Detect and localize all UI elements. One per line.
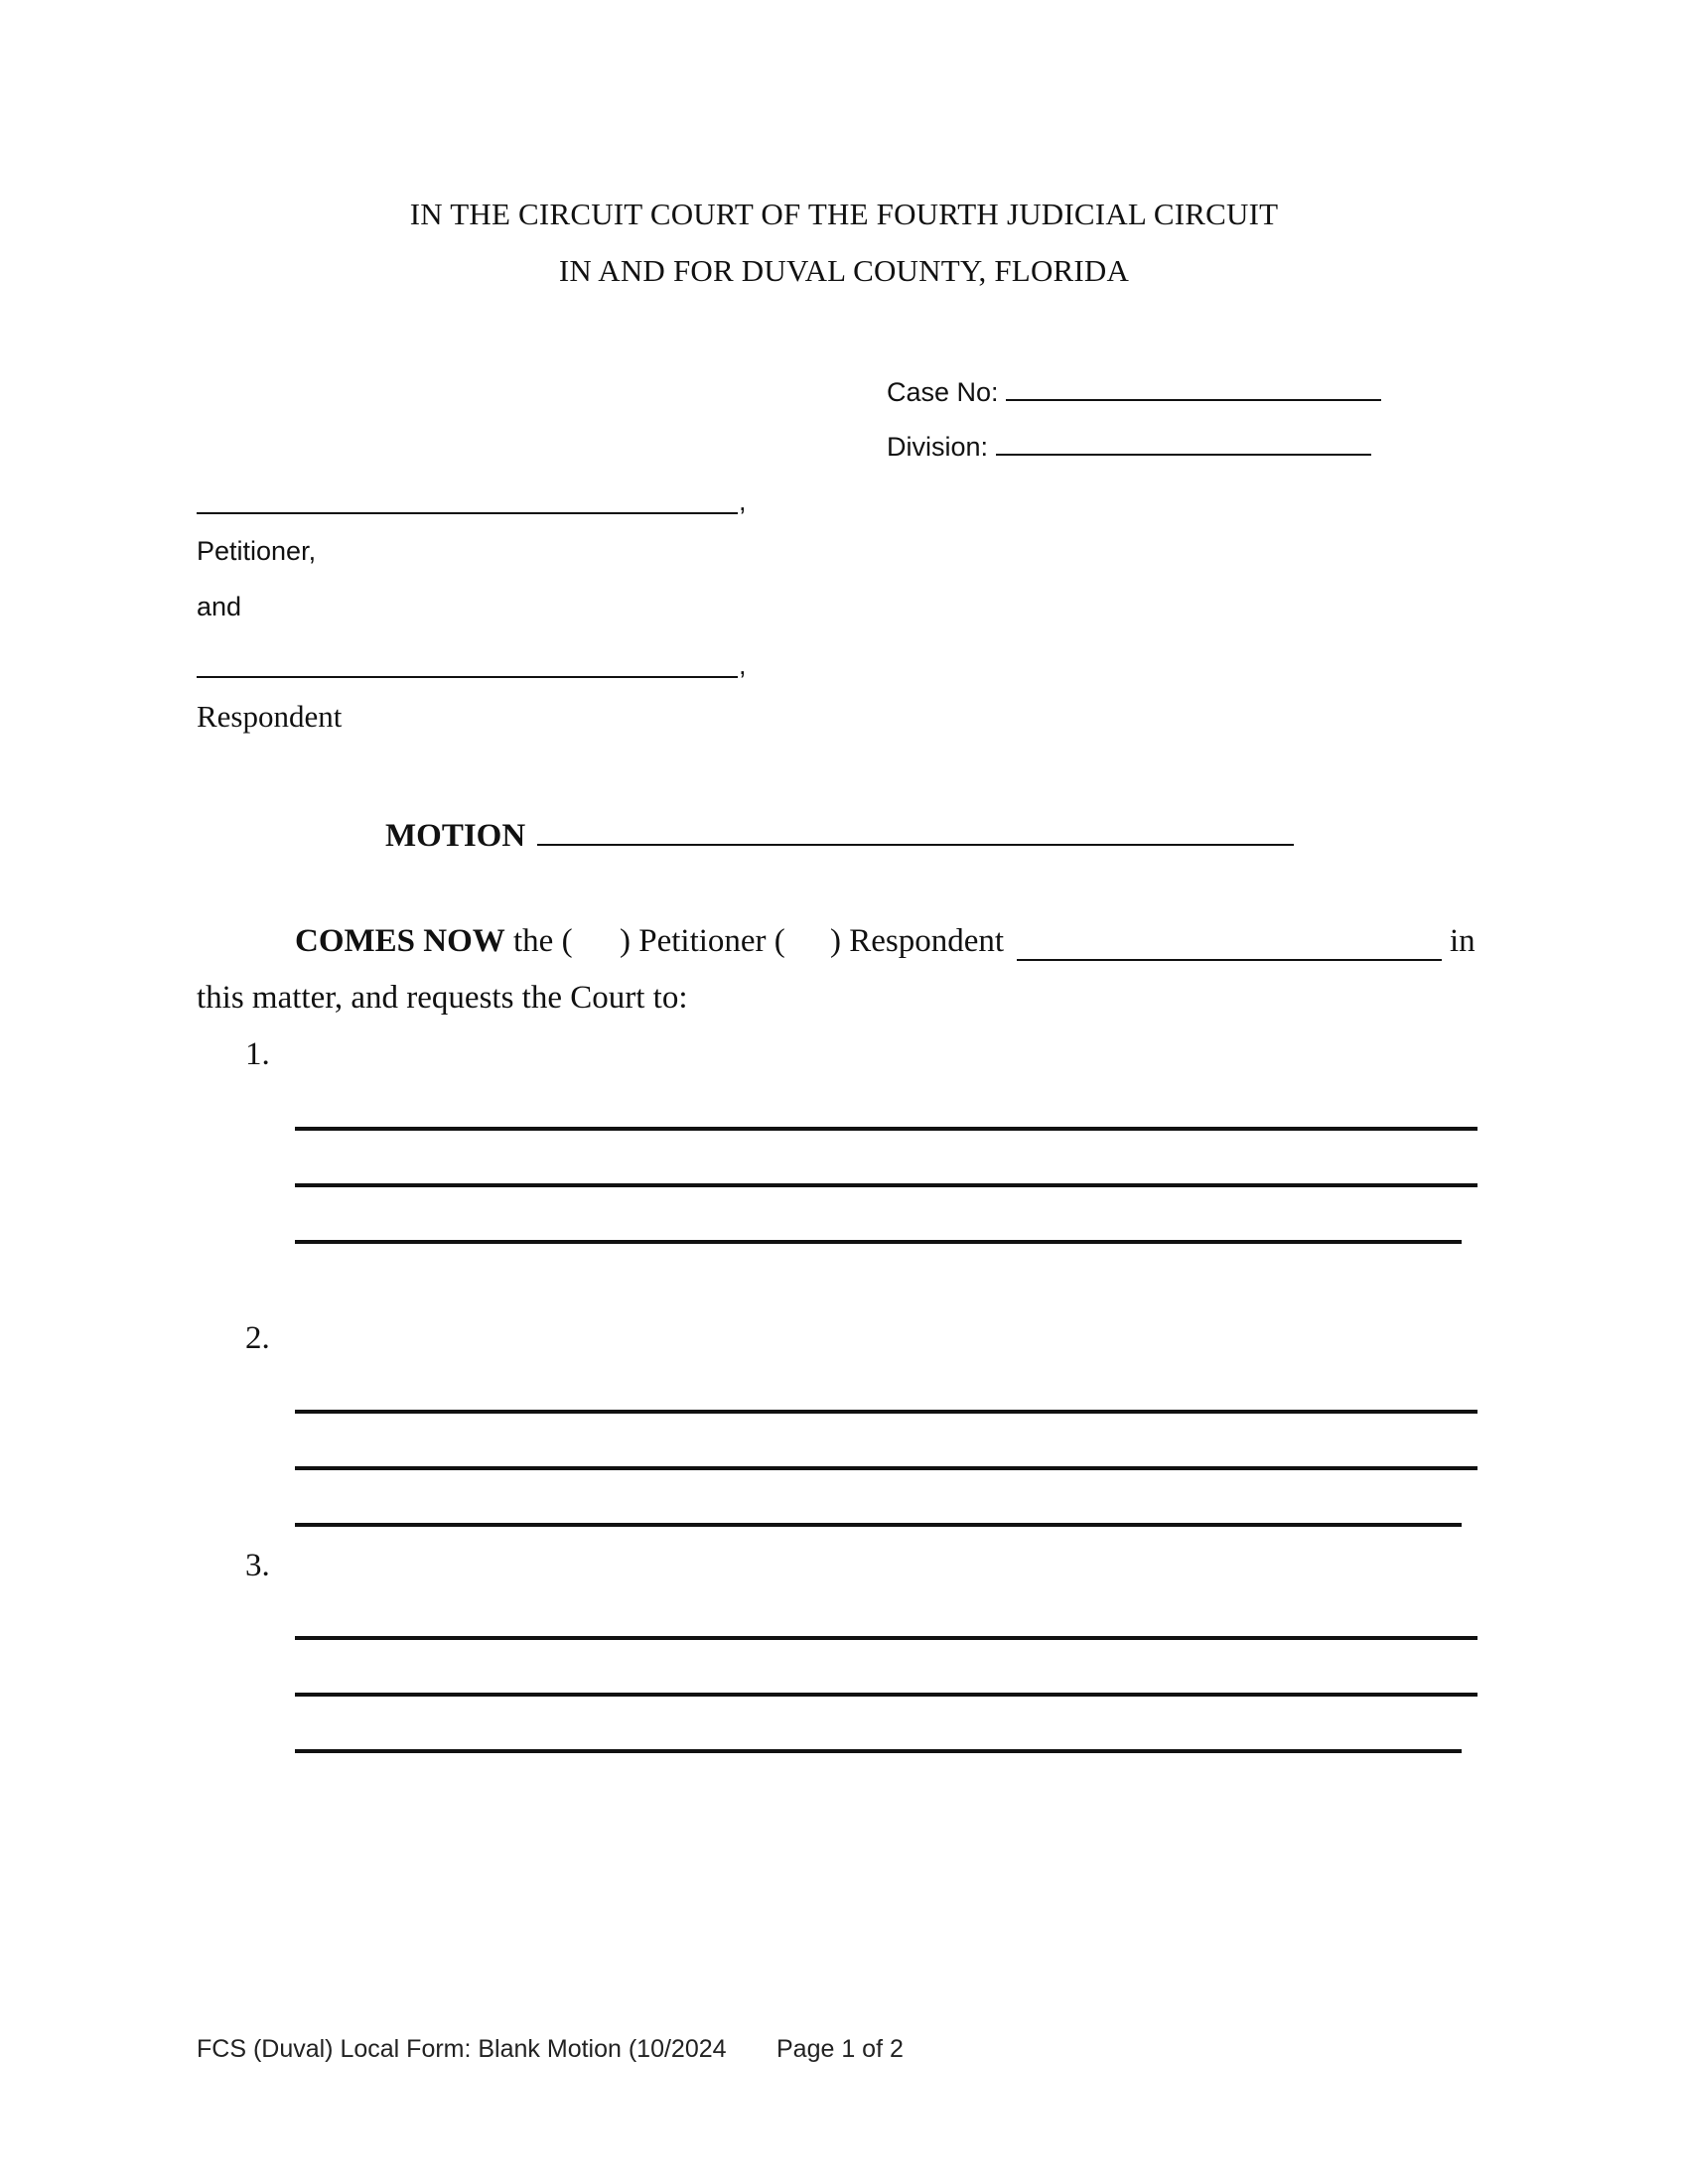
footer-form-name: FCS (Duval) Local Form: Blank Motion (10/2024 <box>197 2035 727 2063</box>
request-3-line-1[interactable] <box>295 1636 1477 1640</box>
request-2-line-1[interactable] <box>295 1410 1477 1414</box>
request-3-line-3[interactable] <box>295 1749 1462 1753</box>
petitioner-option[interactable]: ) Petitioner ( <box>620 923 785 959</box>
request-2-line-3[interactable] <box>295 1523 1462 1527</box>
comes-now-lead: COMES NOW <box>295 923 505 959</box>
respondent-comma: , <box>739 650 747 680</box>
petitioner-comma: , <box>739 486 747 516</box>
division-label: Division: <box>887 432 989 462</box>
request-1-line-3[interactable] <box>295 1240 1462 1244</box>
comes-now-name-field[interactable] <box>1017 923 1442 961</box>
court-heading-line-2: IN AND FOR DUVAL COUNTY, FLORIDA <box>558 253 1130 288</box>
division-field[interactable] <box>996 424 1371 456</box>
request-number-2: 2. <box>245 1320 270 1356</box>
comes-now-continuation: this matter, and requests the Court to: <box>197 980 688 1016</box>
comes-now-line <box>295 923 573 960</box>
request-number-3: 3. <box>245 1548 270 1583</box>
petitioner-name-field[interactable] <box>197 482 738 514</box>
case-no-row <box>887 369 1381 408</box>
request-3-line-2[interactable] <box>295 1693 1477 1697</box>
footer-page-number: Page 1 of 2 <box>776 2035 904 2063</box>
respondent-name-field[interactable] <box>197 646 738 678</box>
petitioner-label: Petitioner, <box>197 536 317 566</box>
request-2-line-2[interactable] <box>295 1466 1477 1470</box>
request-1-line-2[interactable] <box>295 1183 1477 1187</box>
comes-now-in: in <box>1450 923 1476 959</box>
and-label: and <box>197 592 242 621</box>
division-row <box>887 424 1371 463</box>
request-number-1: 1. <box>245 1036 270 1072</box>
motion-title-row <box>385 810 1294 855</box>
comes-now-the: the ( <box>513 923 573 959</box>
motion-title: MOTION <box>385 818 526 854</box>
case-no-field[interactable] <box>1006 369 1381 401</box>
request-1-line-1[interactable] <box>295 1127 1477 1131</box>
motion-title-field[interactable] <box>537 810 1294 846</box>
respondent-option[interactable]: ) Respondent <box>830 923 1005 959</box>
case-no-label: Case No: <box>887 377 999 407</box>
court-heading-line-1: IN THE CIRCUIT COURT OF THE FOURTH JUDICIAL CIRCUIT <box>409 197 1279 231</box>
respondent-label: Respondent <box>197 699 343 734</box>
